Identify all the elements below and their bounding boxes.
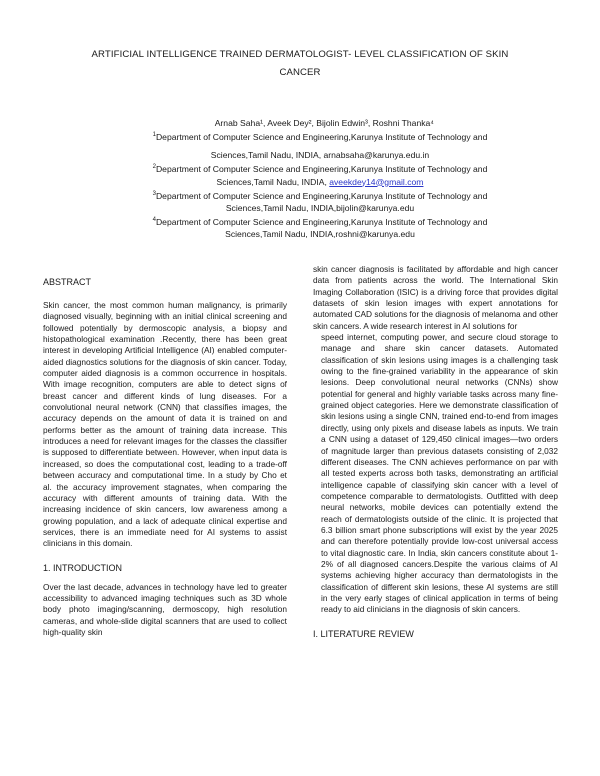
affiliation-1 [100,129,540,161]
affiliation-3 [100,188,540,214]
affiliation-2-sup: 2 [152,164,156,171]
affiliation-4-line-1: Department of Computer Science and Engineering,Karunya Institute of Technology and [155,216,488,227]
left-column [43,276,287,638]
right-column [313,264,558,640]
author-block [100,117,540,240]
affiliation-4-sup: 4 [152,217,156,223]
affiliation-3-line-2: Sciences,Tamil Nadu, INDIA,bijolin@karunya.edu [225,202,415,213]
affiliation-3-line-1: Department of Computer Science and Engineering,Karunya Institute of Technology and [155,190,488,201]
title-line-1: ARTIFICIAL INTELLIGENCE TRAINED DERMATOLOGIST- LEVEL CLASSIFICATION OF SKIN [91,49,509,60]
affiliation-1-line-1: Department of Computer Science and Engineering,Karunya Institute of Technology and [155,132,488,143]
affiliation-1-sup: 1 [152,132,156,139]
affiliation-2-line-1: Department of Computer Science and Engineering,Karunya Institute of Technology and [155,164,488,175]
title-line-2: CANCER [279,67,321,78]
introduction-heading: 1. INTRODUCTION [43,562,123,573]
abstract-text: Skin cancer, the most common human malignancy, is primarily diagnosed visually, beginning with an initial clinical screening and followed potentially by dermoscopic analysis, a biopsy and histopathological examination .Recently, there has been great interest in developing Artificial Intelligence (AI) enabled computer-aided diagnostics solutions for the diagnosis of skin cancer. Today, computer aided diagnosis is a common occurrence in hospitals. With image recognition, computers are able to detect signs of breast cancer and different kinds of lung diseases. For a convolutional neural network (CNN) that classifies images, the accuracy depends on the amount of data it is trained on and performs better as the amount of training data increase. This introduces a need for relevant images for the classes the classifier is supposed to differentiate between. However, when input data is increased, so does the computational cost, leading to a trade-off between accuracy and computational time. In a study by Cho et al. the accuracy improvement stagnates, when comparing the accuracy with different amounts of training data. With the increasing incidence of skin cancers, low awareness among a growing population, and a lack of adequate clinical expertise and services, there is an immediate need for AI systems to assist clinicians in this domain. [43,300,287,549]
paper-title [60,46,540,82]
affiliation-2 [100,161,540,187]
introduction-text-right-2: speed internet, computing power, and secure cloud storage to manage and share skin cancer datasets. Automated classification of skin lesions using images is a challenging task owing to the fine-grained variability in the appearance of skin lesions. Deep convolutional neural networks (CNNs) show potential for general and highly variable tasks across many fine-grained object categories. Here we demonstrate classification of skin lesions using a single CNN, trained end-to-end from images directly, using only pixels and disease labels as inputs. We train a CNN using a dataset of 129,450 clinical images—two orders of magnitude larger than previous datasets consisting of 2,032 different diseases. The CNN achieves performance on par with all tested experts across both tasks, demonstrating an artificial intelligence capable of classifying skin cancer with a level of competence comparable to dermatologists. Outfitted with deep neural networks, mobile devices can potentially extend the reach of dermatologists outside of the clinic. It is projected that 6.3 billion smart phone subscriptions will exist by the year 2025 and can therefore potentially provide low-cost universal access to vital diagnostic care. In India, skin cancers constitute about 1-2% of all diagnosed cancers.Despite the various claims of AI systems achieving higher accuracy than dermatologists in the classification of different skin lesions, these AI systems are still in the very early stages of clinical application in terms of being ready to aid clinicians in the diagnosis of skin cancers. [321,332,558,615]
affiliation-1-line-2: Sciences,Tamil Nadu, INDIA, arnabsaha@karunya.edu.in [210,150,430,161]
introduction-text-left: Over the last decade, advances in technology have led to greater accessibility to advanced imaging techniques such as 3D whole body photo imaging/scanning, dermoscopy, high resolution cameras, and whole-slide digital scanners that are used to collect high-quality skin [43,581,287,637]
affiliation-2-line-2: Sciences,Tamil Nadu, INDIA, [216,176,327,187]
affiliation-3-sup: 3 [152,190,156,197]
author-names: Arnab Saha¹, Aveek Dey², Bijolin Edwin³, Roshni Thanka⁴ [214,118,434,128]
author-email-link[interactable]: aveekdey14@gmail.com [329,176,424,187]
literature-review-heading: I. LITERATURE REVIEW [313,628,414,639]
introduction-text-right-1: skin cancer diagnosis is facilitated by affordable and high cancer data from patients across the world. The International Skin Imaging Collaboration (ISIC) is a driving force that provides digital datasets of skin lesion images with expert annotations for automated CAD solutions for the diagnosis of melanoma and other skin cancers. A wide research interest in AI solutions for [313,264,558,331]
abstract-heading: ABSTRACT [43,277,92,287]
affiliation-4 [100,214,540,240]
affiliation-4-line-2: Sciences,Tamil Nadu, INDIA,roshni@karunya.edu [225,229,415,240]
